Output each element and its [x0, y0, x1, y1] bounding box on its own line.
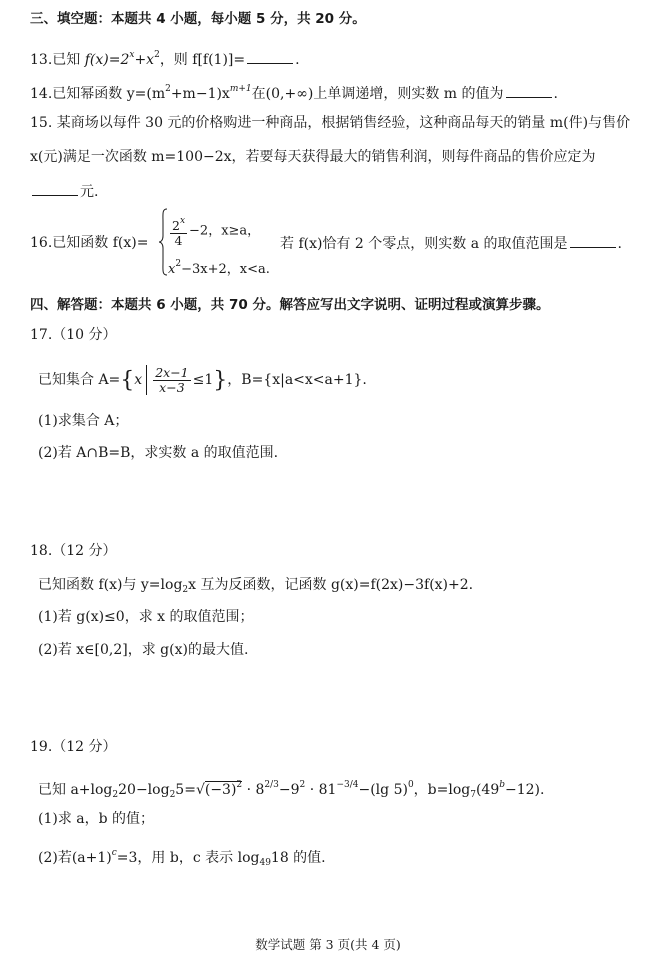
q14-square: 2 [165, 84, 171, 94]
q14-exp: m+1 [229, 84, 252, 94]
piecewise-case-2 [168, 256, 270, 278]
question-18-stem [38, 576, 642, 599]
q19-t6: · 8 [242, 782, 265, 798]
q13-plus: +x [134, 52, 155, 68]
q19-exp8: −3/4 [336, 780, 359, 790]
case2-var: x [168, 262, 176, 277]
q14-end: . [553, 86, 558, 102]
q13-text2: ，则 f[f(1)]= [159, 52, 246, 68]
q13-end: . [295, 52, 300, 68]
section-3-heading: 三、填空题：本题共 4 小题，每小题 5 分，共 20 分。 [30, 11, 366, 27]
fraction [170, 214, 187, 248]
q13-square: 2 [154, 50, 160, 60]
q19-radicand [205, 781, 242, 798]
q19-exp5: 2 [236, 780, 243, 790]
q14-text3: 在(0,+∞)上单调递增，则实数 m 的值为 [251, 86, 504, 102]
q19-t2: 20−log [118, 782, 170, 798]
question-13 [30, 46, 642, 69]
case1-rest: −2，x≥a， [189, 223, 261, 239]
question-19-part-2 [38, 844, 642, 872]
question-17-part-2: (2)若 A∩B=B，求实数 a 的取值范围. [38, 445, 279, 461]
q19-exp6: 2/3 [264, 780, 279, 790]
answer-blank[interactable] [32, 182, 78, 196]
piecewise-case-1 [168, 214, 270, 248]
q19-base10: 7 [470, 790, 476, 800]
set-bar [146, 365, 147, 395]
frac-den: 4 [174, 233, 183, 248]
q18-text: 已知函数 f(x)与 y=log [38, 577, 183, 593]
q18-log-base: 2 [182, 585, 189, 595]
section-4-heading: 四、解答题：本题共 6 小题，共 70 分。解答应写出文字说明、证明过程或演算步骤。 [30, 297, 550, 313]
q19-t9: −(lg 5) [358, 782, 408, 798]
q13-exp: x [129, 50, 135, 60]
question-number: 14. [30, 86, 53, 102]
q19-t12: −12). [505, 782, 545, 798]
q17-text2: ，B={x|a<x<a+1}. [227, 372, 367, 388]
question-19-stem [38, 776, 642, 804]
q19-t3: 5= [175, 782, 196, 798]
case2-rest: −3x+2，x<a. [181, 262, 270, 277]
q14-text2: +m−1)x [170, 86, 230, 102]
question-17-header: 17.（10 分） [30, 327, 117, 343]
q19-t8: · 81 [305, 782, 337, 798]
question-18-part-1: (1)若 g(x)≤0，求 x 的取值范围； [38, 609, 254, 625]
q14-text: 已知幂函数 y=(m [52, 86, 166, 102]
question-17-stem [38, 365, 642, 395]
q19-p2-t1: (2)若(a+1) [38, 850, 112, 866]
answer-blank[interactable] [570, 234, 616, 248]
frac-den: x−3 [159, 379, 185, 395]
set-close-brace: } [213, 368, 228, 393]
q19-t7: −9 [278, 782, 300, 798]
sqrt-icon: √ [195, 782, 205, 798]
question-14 [30, 80, 642, 103]
question-19-part-1: (1)求 a，b 的值； [38, 811, 155, 827]
q19-p2-t2: =3，用 b，c 表示 log [116, 850, 260, 866]
q16-end: . [617, 236, 622, 252]
q19-exp11: b [499, 780, 506, 790]
question-15-line-1: 15. 某商场以每件 30 元的价格购进一种商品，根据销售经验，这种商品每天的销量 m(件)与售价 [30, 115, 631, 131]
set-open-brace: { [120, 368, 135, 393]
piecewise-cases [168, 214, 270, 278]
q16-text: 已知函数 f(x)= [52, 235, 149, 251]
q19-base1: 2 [112, 790, 119, 800]
q19-exp9: 0 [407, 780, 414, 790]
q19-t5: (−3) [204, 782, 237, 798]
q19-p2-exp: c [111, 848, 117, 858]
question-number: 16. [30, 235, 53, 251]
q16-text2: 若 f(x)恰有 2 个零点，则实数 a 的取值范围是 [280, 236, 568, 252]
case2-exp: 2 [175, 259, 182, 269]
q18-text2: x 互为反函数，记函数 g(x)=f(2x)−3f(x)+2. [188, 577, 474, 593]
answer-blank[interactable] [506, 84, 552, 98]
question-15-line-3 [30, 182, 642, 201]
left-brace-icon [158, 208, 168, 276]
q19-t1: 已知 a+log [38, 782, 113, 798]
question-16-tail [280, 234, 642, 253]
question-17-part-1: (1)求集合 A； [38, 413, 129, 429]
page-footer: 数学试题 第 3 页(共 4 页) [255, 937, 401, 952]
q15-unit: 元. [80, 184, 99, 200]
q17-ineq: ≤1 [192, 372, 214, 388]
q13-text: 已知 [52, 52, 85, 68]
question-15-line-2: x(元)满足一次函数 m=100−2x，若要每天获得最大的销售利润，则每件商品的售价应定为 [30, 149, 596, 165]
question-18-header: 18.（12 分） [30, 543, 117, 559]
question-number: 13. [30, 52, 53, 68]
q19-t11: (49 [475, 782, 500, 798]
q19-t10: ，b=log [413, 782, 471, 798]
set-var: x [134, 372, 143, 388]
q19-p2-t3: 18 的值. [270, 850, 326, 866]
frac-num: 2x−1 [155, 364, 189, 380]
answer-blank[interactable] [247, 50, 293, 64]
frac-num-exp: x [179, 216, 186, 226]
q17-text: 已知集合 A= [38, 372, 121, 388]
frac-num: 2 [172, 218, 180, 233]
fraction [153, 366, 190, 395]
q19-p2-base: 49 [259, 858, 271, 868]
question-18-part-2: (2)若 x∈[0,2]，求 g(x)的最大值. [38, 642, 249, 658]
q19-exp7: 2 [299, 780, 306, 790]
question-19-header: 19.（12 分） [30, 739, 117, 755]
q19-base2: 2 [169, 790, 176, 800]
q13-func: f(x)=2 [84, 52, 130, 68]
